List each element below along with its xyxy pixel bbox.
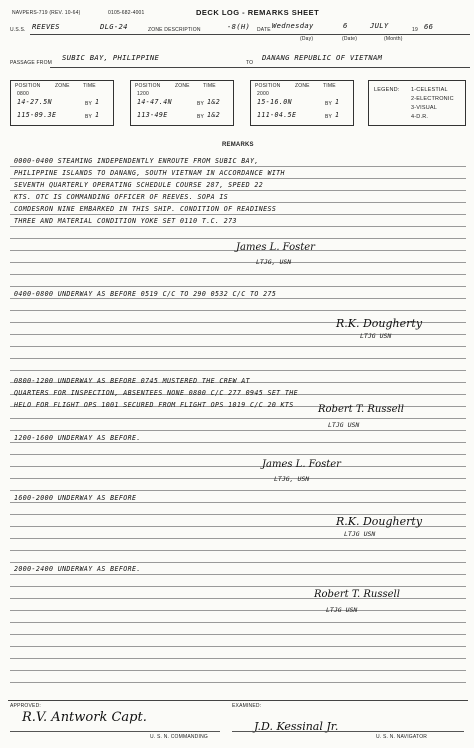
signer-rank: LTJG, USN (256, 258, 292, 266)
entry-line: 1200-1600 UNDERWAY AS BEFORE. (14, 434, 141, 442)
ruled-line (10, 646, 466, 647)
position-label: POSITION (255, 83, 281, 89)
legend-item: 2-ELECTRONIC (411, 96, 454, 102)
ruled-line (10, 574, 466, 575)
passage-row-rule (50, 67, 470, 68)
position-time: 2000 (257, 91, 269, 97)
ruled-line (10, 538, 466, 539)
position-lat: 15-16.0N (257, 98, 292, 106)
ruled-line (10, 298, 466, 299)
by-label: BY (325, 101, 333, 107)
ruled-line (10, 310, 466, 311)
day-caption: (Day) (300, 36, 314, 42)
form-title: DECK LOG - REMARKS SHEET (196, 8, 320, 17)
ruled-line (10, 178, 466, 179)
signer-rank: LTJG, USN (274, 475, 310, 483)
legend-box (368, 80, 466, 126)
navigator-signature: J.D. Kessinal Jr. (254, 720, 339, 733)
ruled-line (10, 262, 466, 263)
entry-line: HELO FOR FLIGHT OPS 1001 SECURED FROM FLIGHT OPS 1019 C/C 20 KTS (14, 401, 294, 409)
entry-line: KTS. OTC IS COMMANDING OFFICER OF REEVES. SOPA IS (14, 193, 229, 201)
ship-row-rule (30, 34, 470, 35)
hull-number: DLG-24 (100, 22, 128, 31)
time-label: TIME (323, 83, 336, 89)
position-by-2: 1 (335, 111, 340, 119)
examined-label: EXAMINED: (232, 703, 262, 709)
position-by-2: 1&2 (207, 111, 221, 119)
time-label: TIME (203, 83, 216, 89)
ruled-line (10, 214, 466, 215)
ruled-line (10, 490, 466, 491)
entry-line: 0400-0800 UNDERWAY AS BEFORE 0519 C/C TO 290 0532 C/C TO 275 (14, 290, 277, 298)
zone-label: ZONE (295, 83, 310, 89)
position-by: 1 (95, 98, 100, 106)
ruled-line (10, 346, 466, 347)
date-month: JULY (370, 21, 389, 30)
ruled-line (10, 286, 466, 287)
watch-officer-signature: R.K. Dougherty (336, 515, 423, 528)
ruled-line (10, 550, 466, 551)
position-lat: 14-27.5N (17, 98, 52, 106)
ruled-line (10, 670, 466, 671)
legend-item: 3-VISUAL (411, 105, 438, 111)
signer-rank: LTJG USN (326, 606, 358, 614)
date-caption: (Date) (342, 36, 358, 42)
ship-prefix: U.S.S. (10, 27, 26, 33)
ruled-line (10, 238, 466, 239)
ruled-line (10, 358, 466, 359)
approved-label: APPROVED: (10, 703, 41, 709)
by-label: BY (197, 101, 205, 107)
by-label: BY (197, 114, 205, 120)
watch-officer-signature: James L. Foster (236, 242, 315, 253)
year-prefix: 19 (412, 27, 418, 33)
ruled-line (10, 370, 466, 371)
watch-officer-signature: James L. Foster (262, 459, 341, 470)
entry-line: THREE AND MATERIAL CONDITION YOKE SET 0110 T.C. 273 (14, 217, 237, 225)
ruled-line (10, 334, 466, 335)
watch-officer-signature: R.K. Dougherty (336, 317, 423, 330)
passage-to: DANANG REPUBLIC OF VIETNAM (262, 53, 383, 62)
position-lon: 113-49E (137, 111, 168, 119)
date-number: 6 (343, 21, 348, 30)
ruled-line (10, 226, 466, 227)
ruled-line (10, 454, 466, 455)
position-box-0800 (10, 80, 114, 126)
ruled-line (10, 430, 466, 431)
signer-rank: LTJG USN (328, 421, 360, 429)
watch-officer-signature: Robert T. Russell (318, 404, 404, 415)
position-label: POSITION (135, 83, 161, 89)
entry-line: 0800-1200 UNDERWAY AS BEFORE 0745 MUSTERED THE CREW AT (14, 377, 250, 385)
co-signature-line (10, 731, 220, 732)
signer-rank: LTJG USN (360, 332, 392, 340)
ruled-line (10, 442, 466, 443)
ruled-line (10, 274, 466, 275)
ruled-line (10, 610, 466, 611)
ruled-line (10, 418, 466, 419)
ruled-line (10, 634, 466, 635)
watch-officer-signature: Robert T. Russell (314, 589, 400, 600)
signer-rank: LTJG USN (344, 530, 376, 538)
by-label: BY (85, 101, 93, 107)
entry-line: QUARTERS FOR INSPECTION, ABSENTEES NONE 0800 C/C 277 0945 SET THE (14, 389, 299, 397)
ruled-line (10, 502, 466, 503)
ship-name: REEVES (32, 22, 60, 31)
position-lat: 14-47.4N (137, 98, 172, 106)
time-label: TIME (83, 83, 96, 89)
entry-line: COMDESRON NINE EMBARKED IN THIS SHIP. CONDITION OF READINESS (14, 205, 277, 213)
navigator-caption: U. S. N. NAVIGATOR (376, 734, 428, 740)
form-number: NAVPERS-719 (REV. 10-64) (12, 10, 81, 16)
ruled-line (10, 622, 466, 623)
entry-line: PHILIPPINE ISLANDS TO DANANG, SOUTH VIETNAM IN ACCORDANCE WITH (14, 169, 285, 177)
date-year: 66 (424, 22, 434, 31)
entry-line: 2000-2400 UNDERWAY AS BEFORE. (14, 565, 141, 573)
commanding-officer-signature: R.V. Antwork Capt. (22, 710, 147, 725)
month-caption: (Month) (384, 36, 403, 42)
ruled-line (10, 202, 466, 203)
ruled-line (10, 190, 466, 191)
entry-line: SEVENTH QUARTERLY OPERATING SCHEDULE COURSE 287, SPEED 22 (14, 181, 264, 189)
zone-label: ZONE (55, 83, 70, 89)
legend-item: 4-D.R. (411, 114, 429, 120)
position-box-2000 (250, 80, 354, 126)
position-time: 1200 (137, 91, 149, 97)
zone-value: -8(H) (227, 22, 251, 31)
ruled-line (10, 658, 466, 659)
passage-label: PASSAGE FROM (10, 60, 53, 66)
position-time: 0800 (17, 91, 29, 97)
nav-signature-line (232, 731, 464, 732)
ruled-line (10, 682, 466, 683)
ruled-line (10, 562, 466, 563)
date-label: DATE (257, 27, 271, 33)
passage-to-label: TO (246, 60, 254, 66)
position-by-2: 1 (95, 111, 100, 119)
by-label: BY (325, 114, 333, 120)
position-box-1200 (130, 80, 234, 126)
entry-line: 0000-0400 STEAMING INDEPENDENTLY ENROUTE FROM SUBIC BAY, (14, 157, 259, 165)
position-label: POSITION (15, 83, 41, 89)
legend-item: 1-CELESTIAL (411, 87, 448, 93)
gpo-code: 0105-682-4001 (108, 10, 145, 16)
ruled-line (10, 166, 466, 167)
legend-title: LEGEND: (374, 87, 400, 93)
zone-label: ZONE (175, 83, 190, 89)
footer-rule (8, 700, 468, 701)
passage-from: SUBIC BAY, PHILIPPINE (62, 53, 160, 62)
position-by: 1 (335, 98, 340, 106)
commanding-caption: U. S. N. COMMANDING (150, 734, 208, 740)
ruled-line (10, 586, 466, 587)
date-day: Wednesday (272, 21, 314, 30)
by-label: BY (85, 114, 93, 120)
ruled-line (10, 466, 466, 467)
remarks-title: REMARKS (222, 142, 254, 148)
position-by: 1&2 (207, 98, 221, 106)
ruled-line (10, 478, 466, 479)
zone-label: ZONE DESCRIPTION (148, 27, 201, 33)
position-lon: 115-09.3E (17, 111, 57, 119)
entry-line: 1600-2000 UNDERWAY AS BEFORE (14, 494, 137, 502)
position-lon: 111-04.5E (257, 111, 297, 119)
